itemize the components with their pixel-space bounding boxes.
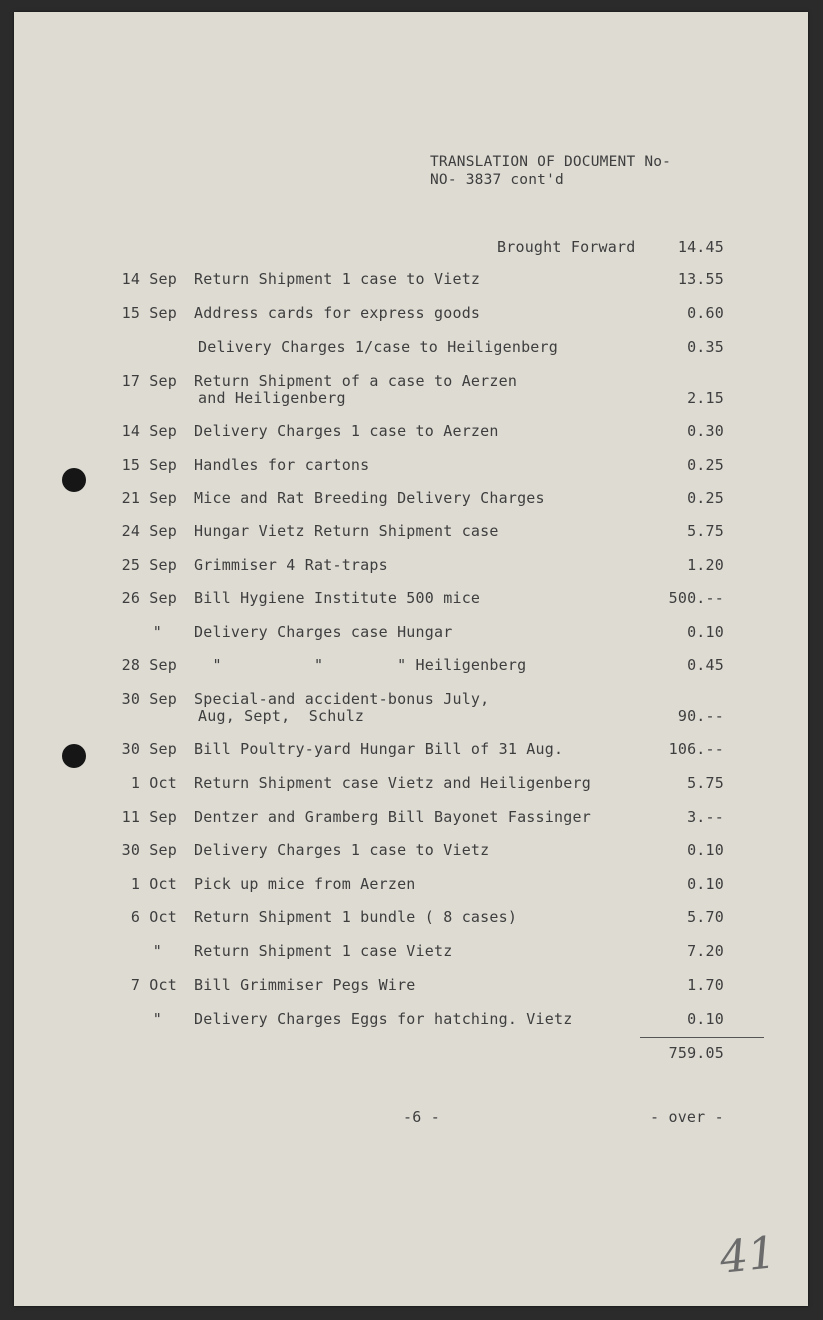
entry-description: Bill Grimmiser Pegs Wire [194, 976, 416, 994]
entry-date: 1 Oct [130, 774, 177, 792]
page-number: -6 - [403, 1108, 440, 1126]
entry-date: 30 Sep [121, 740, 177, 758]
entry-amount: 0.25 [687, 456, 724, 474]
entry-date: " [152, 942, 162, 960]
entry-amount: 500.-- [668, 589, 724, 607]
handwritten-folio-number: 41 [717, 1227, 779, 1284]
entry-date: 14 Sep [121, 270, 177, 288]
entry-description: Grimmiser 4 Rat-traps [194, 556, 388, 574]
entry-amount: 90.-- [677, 707, 724, 725]
entry-amount: 0.10 [687, 841, 724, 859]
header-line-2: NO- 3837 cont'd [430, 172, 564, 188]
entry-description: Bill Hygiene Institute 500 mice [194, 589, 481, 607]
entry-date: 1 Oct [130, 875, 177, 893]
entry-amount: 0.60 [687, 304, 724, 322]
entry-description: Aug, Sept, Schulz [198, 707, 365, 725]
entry-description: Handles for cartons [194, 456, 370, 474]
entry-date: 21 Sep [121, 489, 177, 507]
entry-date: 17 Sep [121, 372, 177, 390]
entry-date: 28 Sep [121, 656, 177, 674]
entry-date: 30 Sep [121, 690, 177, 708]
entry-date: " [152, 1010, 162, 1028]
document-page [14, 12, 808, 1306]
entry-amount: 0.30 [687, 422, 724, 440]
entry-date: 30 Sep [121, 841, 177, 859]
brought-forward-label: Brought Forward [497, 238, 636, 256]
entry-amount: 0.10 [687, 1010, 724, 1028]
header-line-1: TRANSLATION OF DOCUMENT No- [430, 154, 672, 170]
entry-description: Return Shipment 1 case to Vietz [194, 270, 481, 288]
entry-description: Bill Poultry-yard Hungar Bill of 31 Aug. [194, 740, 564, 758]
total-amount: 759.05 [668, 1044, 724, 1062]
entry-amount: 0.35 [687, 338, 724, 356]
entry-date: " [152, 623, 162, 641]
total-rule [640, 1037, 764, 1038]
entry-amount: 3.-- [687, 808, 724, 826]
entry-date: 14 Sep [121, 422, 177, 440]
brought-forward-amount: 14.45 [677, 238, 724, 256]
entry-amount: 2.15 [687, 389, 724, 407]
entry-amount: 0.25 [687, 489, 724, 507]
entry-date: 7 Oct [130, 976, 177, 994]
entry-amount: 13.55 [677, 270, 724, 288]
entry-description: Return Shipment case Vietz and Heiligenberg [194, 774, 591, 792]
entry-description: " " " Heiligenberg [194, 656, 527, 674]
entry-description: Delivery Charges 1 case to Vietz [194, 841, 490, 859]
entry-description: Dentzer and Gramberg Bill Bayonet Fassinger [194, 808, 591, 826]
entry-amount: 5.75 [687, 522, 724, 540]
entry-description: and Heiligenberg [198, 389, 346, 407]
entry-amount: 5.75 [687, 774, 724, 792]
entry-amount: 5.70 [687, 908, 724, 926]
entry-description: Return Shipment 1 case Vietz [194, 942, 453, 960]
entry-description: Delivery Charges 1/case to Heiligenberg [198, 338, 558, 356]
entry-description: Delivery Charges Eggs for hatching. Vietz [194, 1010, 573, 1028]
entry-date: 26 Sep [121, 589, 177, 607]
entry-amount: 1.70 [687, 976, 724, 994]
entry-date: 25 Sep [121, 556, 177, 574]
entry-amount: 7.20 [687, 942, 724, 960]
entry-date: 24 Sep [121, 522, 177, 540]
entry-date: 15 Sep [121, 304, 177, 322]
entry-description: Address cards for express goods [194, 304, 481, 322]
over-note: - over - [650, 1108, 724, 1126]
entry-amount: 106.-- [668, 740, 724, 758]
entry-amount: 0.10 [687, 875, 724, 893]
entry-description: Mice and Rat Breeding Delivery Charges [194, 489, 545, 507]
entry-description: Delivery Charges 1 case to Aerzen [194, 422, 499, 440]
entry-description: Return Shipment of a case to Aerzen [194, 372, 518, 390]
entry-amount: 1.20 [687, 556, 724, 574]
entry-date: 15 Sep [121, 456, 177, 474]
entry-description: Hungar Vietz Return Shipment case [194, 522, 499, 540]
entry-description: Special-and accident-bonus July, [194, 690, 490, 708]
entry-description: Return Shipment 1 bundle ( 8 cases) [194, 908, 518, 926]
entry-description: Delivery Charges case Hungar [194, 623, 453, 641]
entry-description: Pick up mice from Aerzen [194, 875, 416, 893]
entry-date: 6 Oct [130, 908, 177, 926]
entry-date: 11 Sep [121, 808, 177, 826]
entry-amount: 0.10 [687, 623, 724, 641]
entry-amount: 0.45 [687, 656, 724, 674]
